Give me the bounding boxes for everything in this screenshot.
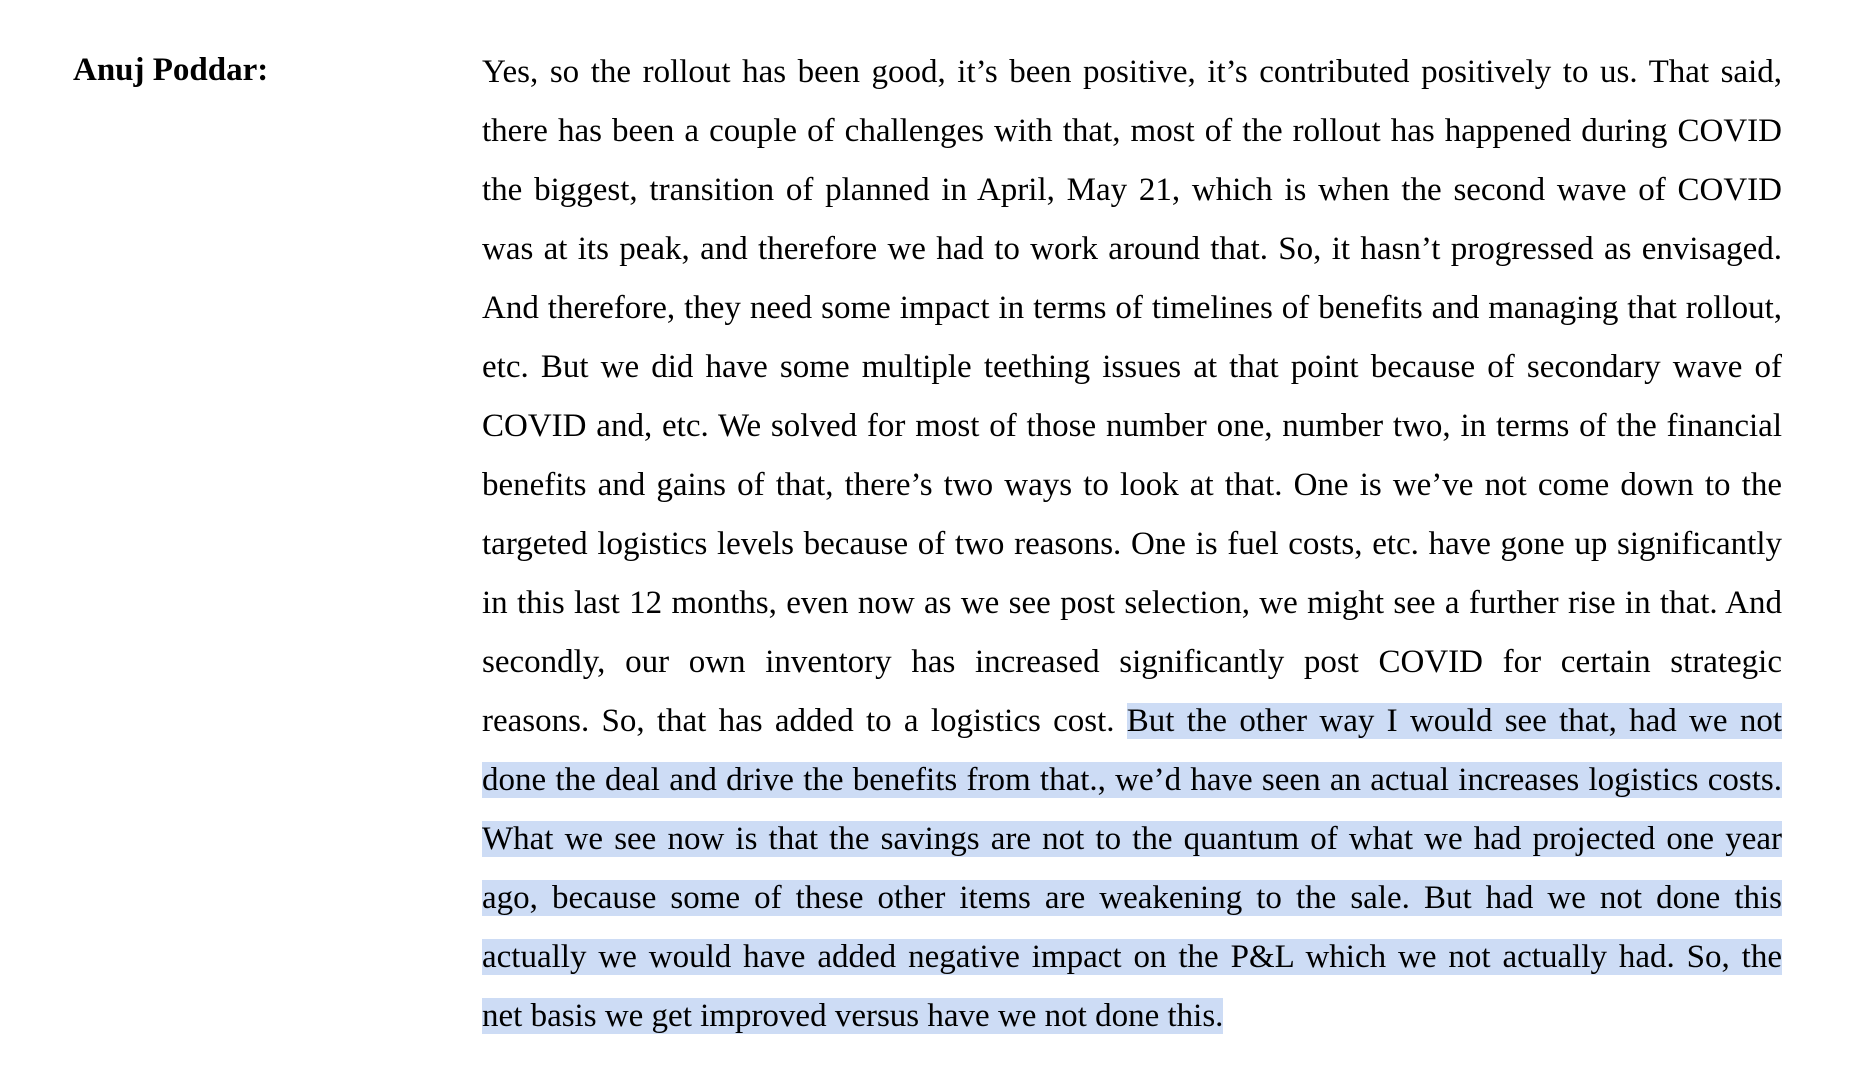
transcript-line: [482, 810, 1782, 869]
line-text: there has been a couple of challenges with that, most of the rollout has happened during COVID: [482, 113, 1782, 149]
transcript-line: [482, 397, 1782, 456]
line-text: the biggest, transition of planned in April, May 21, which is when the second wave of COVID: [482, 172, 1782, 208]
highlighted-text[interactable]: net basis we get improved versus have we not done this.: [482, 998, 1224, 1034]
transcript-line: [482, 751, 1782, 810]
transcript-paragraph: [482, 43, 1782, 1046]
transcript-line: [482, 574, 1782, 633]
transcript-line: [482, 869, 1782, 928]
transcript-line: [482, 928, 1782, 987]
transcript-line: [482, 338, 1782, 397]
line-text: in this last 12 months, even now as we see post selection, we might see a further rise in that. And: [482, 585, 1782, 621]
highlighted-text[interactable]: What we see now is that the savings are not to the quantum of what we had projected one year: [482, 821, 1782, 857]
transcript-line: [482, 161, 1782, 220]
line-text: reasons. So, that has added to a logistics cost.: [482, 703, 1127, 739]
transcript-line: [482, 692, 1782, 751]
transcript-line: [482, 456, 1782, 515]
transcript-line: [482, 633, 1782, 692]
transcript-line: [482, 279, 1782, 338]
highlighted-text[interactable]: ago, because some of these other items are weakening to the sale. But had we not done this: [482, 880, 1782, 916]
transcript-line: [482, 987, 1782, 1046]
transcript-line: [482, 43, 1782, 102]
transcript-line: [482, 515, 1782, 574]
line-text: benefits and gains of that, there’s two ways to look at that. One is we’ve not come down to the: [482, 467, 1782, 503]
highlighted-text[interactable]: actually we would have added negative impact on the P&L which we not actually had. So, the: [482, 939, 1782, 975]
speaker-name: Anuj Poddar:: [73, 52, 269, 88]
line-text: targeted logistics levels because of two reasons. One is fuel costs, etc. have gone up significantly: [482, 526, 1782, 562]
line-text: etc. But we did have some multiple teething issues at that point because of secondary wave of: [482, 349, 1782, 385]
line-text: COVID and, etc. We solved for most of those number one, number two, in terms of the financial: [482, 408, 1782, 444]
line-text: And therefore, they need some impact in terms of timelines of benefits and managing that rollout,: [482, 290, 1782, 326]
transcript-line: [482, 102, 1782, 161]
highlighted-text[interactable]: done the deal and drive the benefits from that., we’d have seen an actual increases logistics costs.: [482, 762, 1782, 798]
line-text: Yes, so the rollout has been good, it’s been positive, it’s contributed positively to us. That said,: [482, 54, 1782, 90]
transcript-line: [482, 220, 1782, 279]
highlighted-text[interactable]: But the other way I would see that, had we not: [1126, 703, 1782, 739]
line-text: secondly, our own inventory has increased significantly post COVID for certain strategic: [482, 644, 1782, 680]
line-text: was at its peak, and therefore we had to work around that. So, it hasn’t progressed as envisaged.: [482, 231, 1782, 267]
